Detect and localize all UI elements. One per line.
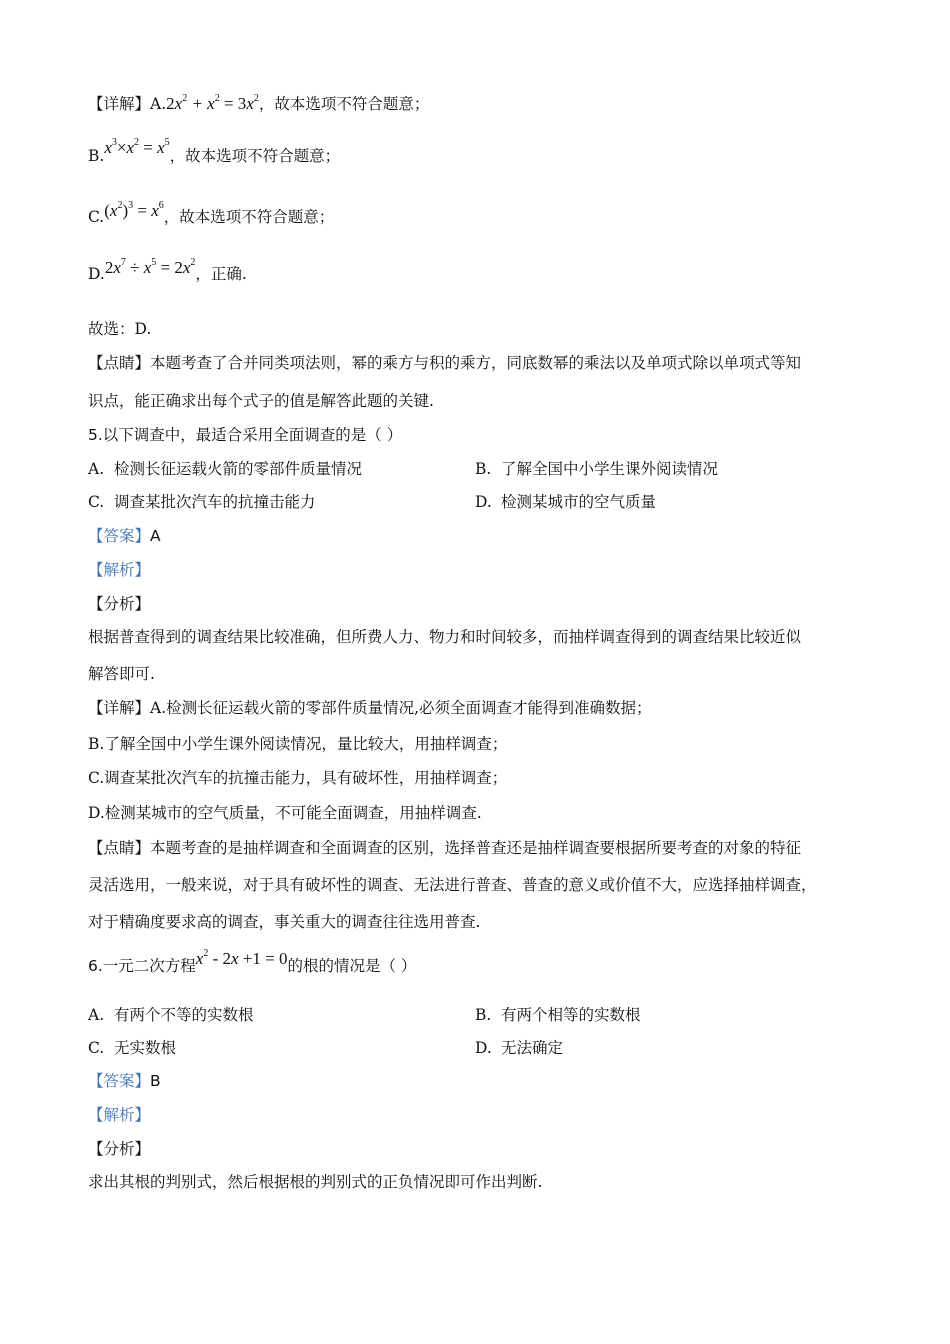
q6-option-b: B. 有两个相等的实数根	[475, 1006, 641, 1024]
q5-fenxi-label: 【分析】	[88, 595, 151, 613]
formula-q6: $x^2 - 2x +1 = 0$	[195, 948, 288, 968]
q4-detail-d: $D.2x^7 \div x^5 = 2x^2$，正确.	[88, 257, 247, 283]
q5-option-a: A. 检测长征运载火箭的零部件质量情况	[88, 460, 363, 478]
q6-answer: 【答案】B	[88, 1072, 161, 1090]
q5-comment-2: 灵活选用，一般来说，对于具有破坏性的调查、无法进行普查、普查的意义或价值不大，应选择抽样调查，	[88, 876, 817, 894]
q4-detail-b: $B.x^3\times x^2 = x^5$，故本选项不符合题意；	[88, 137, 341, 165]
q5-option-b: B. 了解全国中小学生课外阅读情况	[475, 460, 719, 478]
q4-comment-2: 识点，能正确求出每个式子的值是解答此题的关键.	[88, 392, 434, 410]
formula-c: $(x^2)^3 = x^6$	[104, 200, 164, 220]
q4-comment-1: 【点睛】本题考查了合并同类项法则，幂的乘方与积的乘方，同底数幂的乘法以及单项式除以单项式等知	[88, 354, 802, 372]
q6-stem: 6.一元二次方程$x^2 - 2x +1 = 0$的根的情况是（ ）	[88, 948, 417, 975]
q5-stem: 5.以下调查中，最适合采用全面调查的是（ ）	[88, 426, 403, 444]
q5-fenxi-1: 根据普查得到的调查结果比较准确，但所费人力、物力和时间较多，而抽样调查得到的调查结果比较近似	[88, 628, 802, 646]
q5-detail-1: 【详解】A.检测长征运载火箭的零部件质量情况,必须全面调查才能得到准确数据；	[88, 699, 652, 717]
formula-d: $2x^7 \div x^5 = 2x^2$	[104, 257, 196, 277]
q5-fenxi-2: 解答即可.	[88, 665, 155, 683]
q4-choose: 故选：D.	[88, 320, 152, 338]
q6-analysis-label: 【解析】	[88, 1106, 151, 1124]
formula-a: $2x^2 + x^2 = 3x^2$	[166, 93, 259, 113]
q6-option-d: D. 无法确定	[475, 1039, 564, 1057]
q5-detail-2: B.了解全国中小学生课外阅读情况，量比较大，用抽样调查；	[88, 735, 508, 753]
formula-b: $x^3\times x^2 = x^5$	[104, 137, 170, 157]
q6-fenxi-label: 【分析】	[88, 1140, 151, 1158]
q4-detail-a: 【详解】$A.2x^2 + x^2 = 3x^2$，故本选项不符合题意；	[88, 93, 430, 113]
q5-detail-3: C.调查某批次汽车的抗撞击能力，具有破坏性，用抽样调查；	[88, 769, 508, 787]
q5-answer: 【答案】A	[88, 527, 161, 545]
q5-option-c: C. 调查某批次汽车的抗撞击能力	[88, 493, 316, 511]
q5-comment-1: 【点睛】本题考查的是抽样调查和全面调查的区别，选择普查还是抽样调查要根据所要考查的对象的特征	[88, 839, 802, 857]
q5-option-d: D. 检测某城市的空气质量	[475, 493, 657, 511]
q5-detail-4: D.检测某城市的空气质量，不可能全面调查，用抽样调查.	[88, 804, 482, 822]
q4-detail-c: $C.(x^2)^3 = x^6$，故本选项不符合题意；	[88, 200, 335, 226]
q5-comment-3: 对于精确度要求高的调查，事关重大的调查往往选用普查.	[88, 913, 481, 931]
q6-option-a: A. 有两个不等的实数根	[88, 1006, 254, 1024]
q6-fenxi-1: 求出其根的判别式，然后根据根的判别式的正负情况即可作出判断.	[88, 1173, 543, 1191]
q6-option-c: C. 无实数根	[88, 1039, 177, 1057]
q5-analysis-label: 【解析】	[88, 561, 151, 579]
